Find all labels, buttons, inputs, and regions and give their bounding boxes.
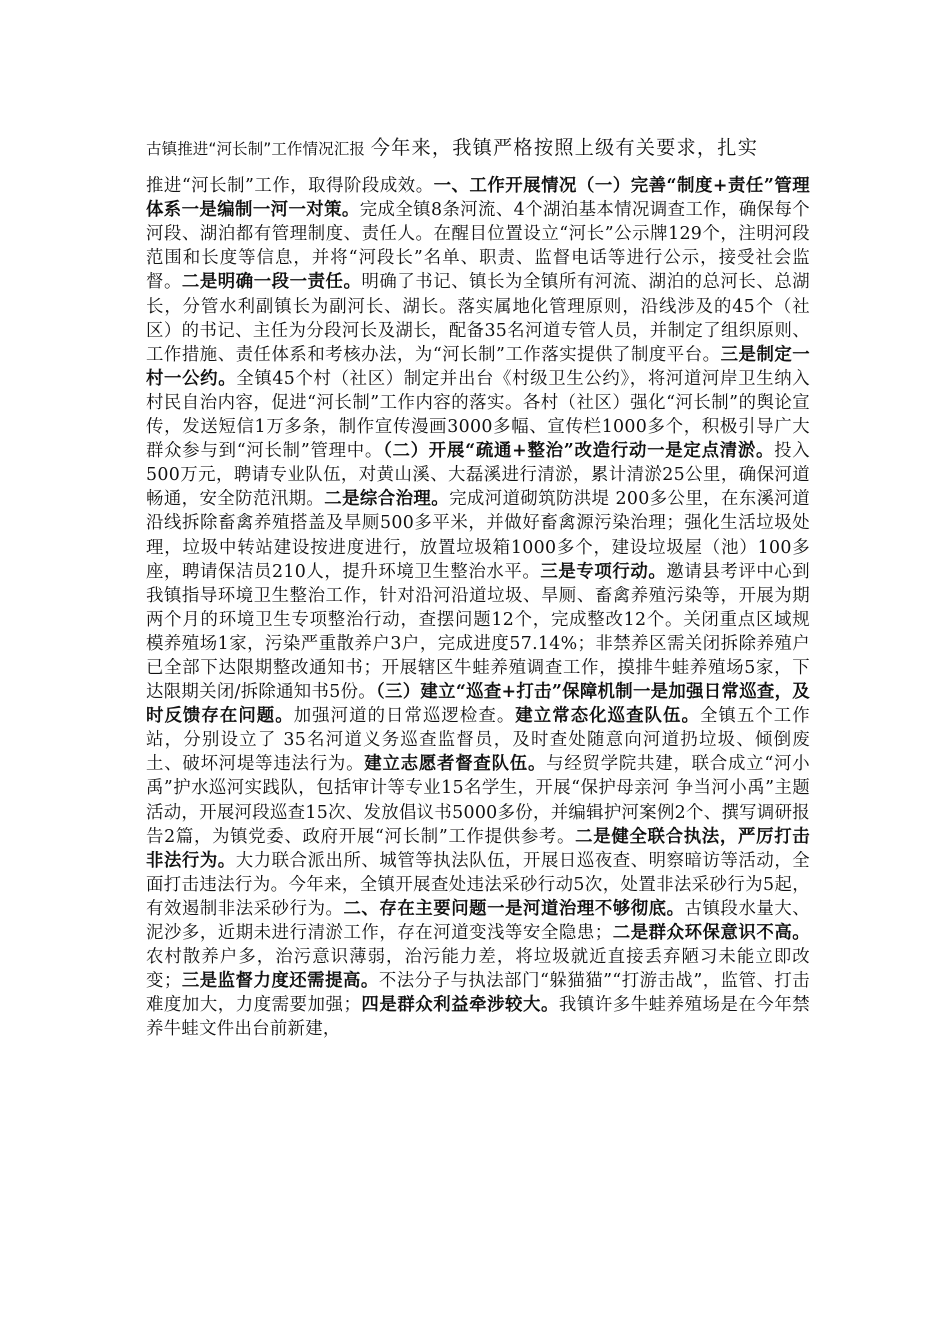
body-text-run: 古镇段水量大、泥沙多，近期未进行清淤工作，存在河道变浅等安全隐患； xyxy=(146,898,810,943)
body-text-run: 全镇五个工作站，分别设立了 35名河道义务巡查监督员，及时查处随意向河道扔垃圾、倾倒废土、破坏河堤等违法行为。 xyxy=(146,706,810,775)
body-text-run: 全镇45个村（社区）制定并出台《村级卫生公约》，将河道河岸卫生纳入村民自治内容，促进“河长制”工作内容的落实。各村（社区）强化“河长制”的舆论宣传，发送短信1万多条，制作宣传漫画3000多幅、宣传栏1000多个，积极引导广大群众参与到“河长制”管理中。 xyxy=(146,368,810,462)
body-text-run: 明确了书记、镇长为全镇所有河流、湖泊的总河长、总湖长，分管水利副镇长为副河长、湖长。落实属地化管理原则，沿线涉及的45个（社区）的书记、主任为分段河长及湖长，配备35名河道专管人员，并制定了组织原则、工作措施、责任体系和考核办法，为“河长制”工作落实提供了制度平台。 xyxy=(146,272,810,365)
intro-lead: 今年来，我镇严格按照上级有关要求，扎实 xyxy=(370,136,759,159)
report-title: 古镇推进“河长制”工作情况汇报 xyxy=(146,140,365,158)
body-text-run: 与经贸学院共建，联合成立“河小禹”护水巡河实践队，包括审计等专业15名学生，开展“保护母亲河 争当河小禹”主题活动，开展河段巡查15次、发放倡议书5000多份，并编辑护河案例2个、撰写调研报告2篇，为镇党委、政府开展“河长制”工作提供参考。 xyxy=(146,754,810,847)
body-text-run: 农村散养户多，治污意识薄弱，治污能力差，将垃圾就近直接丢弃陋习未能立即改变； xyxy=(146,947,810,992)
bold-heading-run: 三是监督力度还需提高。 xyxy=(181,971,379,992)
body-text-run: 推进“河长制”工作，取得阶段成效。 xyxy=(146,176,434,197)
bold-heading-run: 二是明确一段一责任。 xyxy=(181,272,362,293)
bold-heading-run: 三是制定一村一公约。 xyxy=(146,344,810,389)
body-text-run: 邀请县考评中心到我镇指导环境卫生整治工作，针对沿河沿道垃圾、旱厕、畜禽养殖污染等，开展为期两个月的环境卫生专项整治行动，查摆问题12个，完成整改12个。关闭重点区域规模养殖场1家，污染严重散养户3户，完成进度57.14%；非禁养区需关闭拆除养殖户已全部下达限期整改通知书；开展辖区牛蛙养殖调查工作，摸排牛蛙养殖场5家，下达限期关闭/拆除通知书5份。 xyxy=(146,561,810,703)
bold-heading-run: （二）开展“疏通+整治”改造行动一是定点清淤。 xyxy=(383,441,775,462)
line-gap xyxy=(146,161,810,174)
report-first-line xyxy=(146,136,810,161)
bold-heading-run: 一、工作开展情况（一）完善“制度+责任”管理体系一是编制一河一对策。 xyxy=(146,176,810,221)
body-text-run: 大力联合派出所、城管等执法队伍，开展日巡夜查、明察暗访等活动，全面打击违法行为。今年来，全镇开展查处违法采砂行动5次，处置非法采砂行为5起，有效遏制非法采砂行为。 xyxy=(146,850,810,919)
body-text-run: 投入500万元，聘请专业队伍，对黄山溪、大磊溪进行清淤，累计清淤25公里，确保河道畅通，安全防范汛期。 xyxy=(146,441,810,510)
bold-heading-run: 建立志愿者督查队伍。 xyxy=(364,754,547,775)
bold-heading-run: 二是健全联合执法，严厉打击非法行为。 xyxy=(146,826,810,871)
bold-heading-run: 二是群众环保意识不高。 xyxy=(612,923,810,943)
document-page xyxy=(146,136,810,1041)
report-body xyxy=(146,174,810,1041)
bold-heading-run: 三是专项行动。 xyxy=(540,561,667,582)
body-text-run: 完成河道砌筑防洪堤 200多公里，在东溪河道沿线拆除畜禽养殖搭盖及旱厕500多平米，并做好畜禽源污染治理；强化生活垃圾处理，垃圾中转站建设按进度进行，放置垃圾箱1000多个，建设垃圾屋（池）100多座，聘请保洁员210人，提升环境卫生整治水平。 xyxy=(146,489,810,582)
body-text-run: 完成全镇8条河流、4个湖泊基本情况调查工作，确保每个河段、湖泊都有管理制度、责任人。在醒目位置设立“河长”公示牌129个，注明河段范围和长度等信息，并将“河段长”名单、职责、监督电话等进行公示，接受社会监督。 xyxy=(146,200,810,293)
body-text-run: 我镇许多牛蛙养殖场是在今年禁养牛蛙文件出台前新建， xyxy=(146,995,810,1040)
bold-heading-run: 建立常态化巡查队伍。 xyxy=(515,706,700,727)
bold-heading-run: 二是综合治理。 xyxy=(324,489,450,510)
body-text-run: 不法分子与执法部门“躲猫猫”“打游击战”，监管、打击难度加大，力度需要加强； xyxy=(146,971,810,1016)
bold-heading-run: （三）建立“巡查+打击”保障机制一是加强日常巡查，及时反馈存在问题。 xyxy=(146,682,810,727)
bold-heading-run: 四是群众利益牵涉较大。 xyxy=(361,995,559,1016)
bold-heading-run: 二、存在主要问题一是河道治理不够彻底。 xyxy=(343,898,685,919)
body-text-run: 加强河道的日常巡逻检查。 xyxy=(293,706,516,727)
